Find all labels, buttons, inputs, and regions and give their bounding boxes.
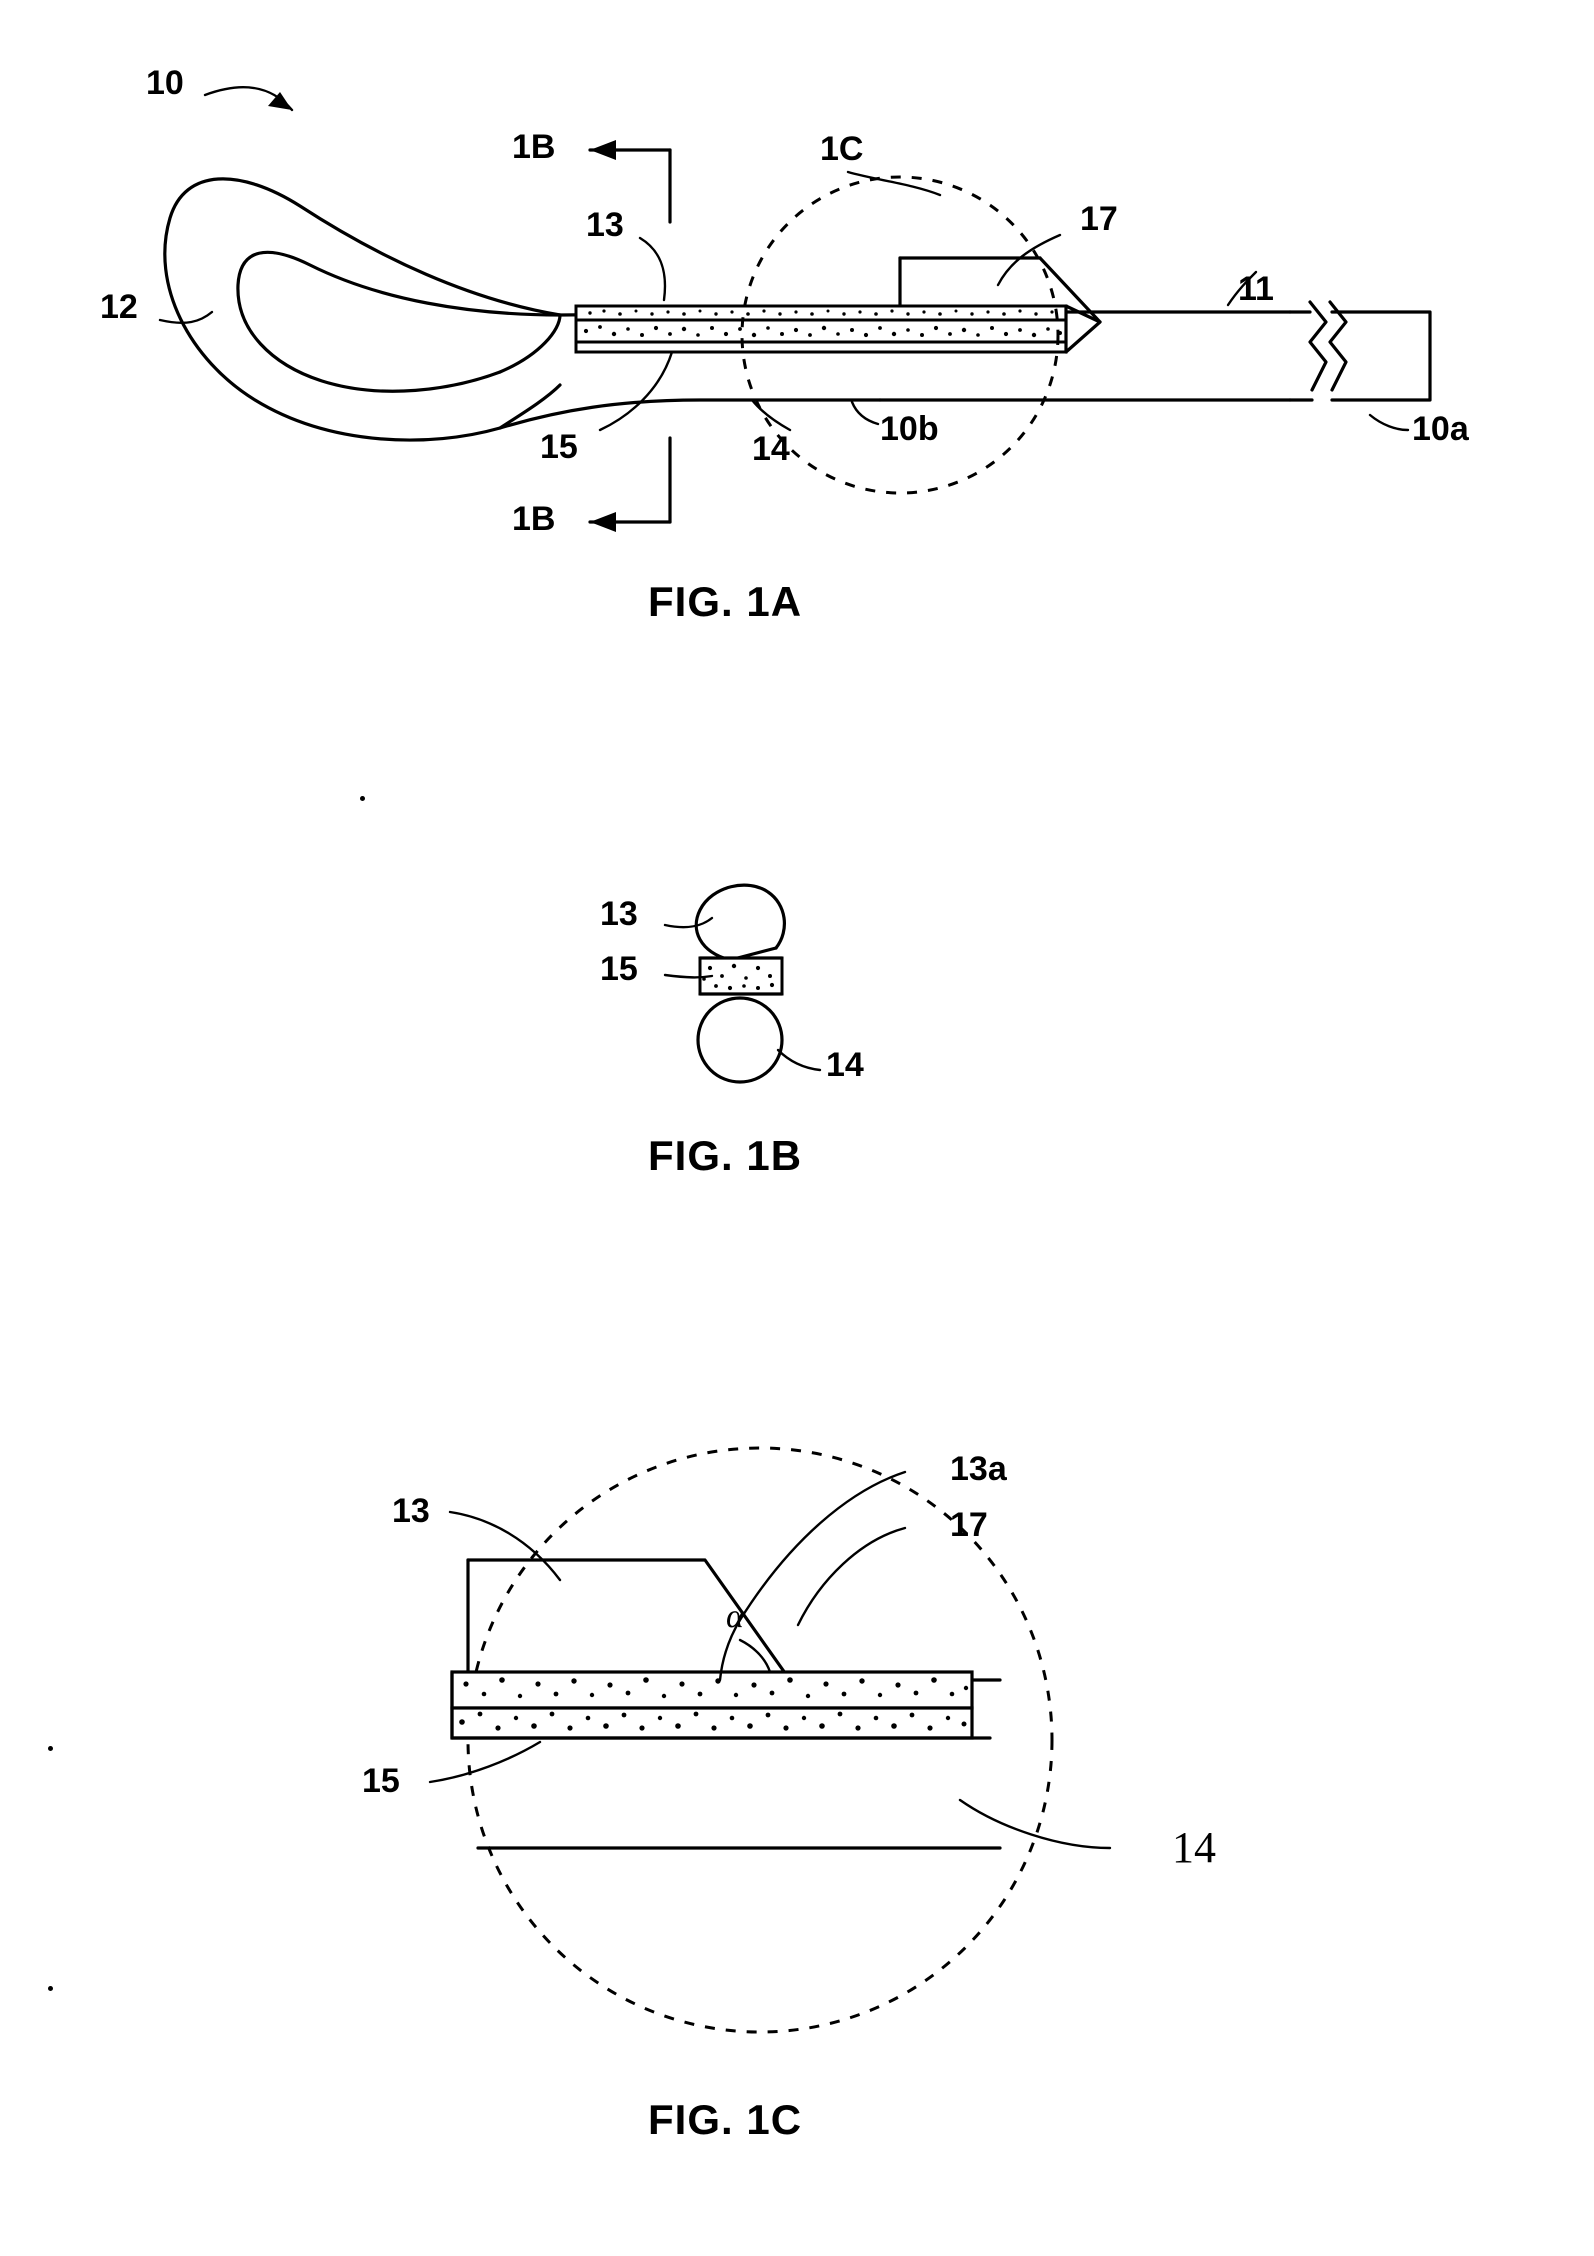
ref-label-1c-13a: 13a (950, 1450, 1007, 1488)
ref-label-14: 14 (752, 430, 790, 468)
ref-label-13: 13 (586, 206, 624, 244)
ref-label-12: 12 (100, 288, 138, 326)
ref-label-1c-15: 15 (362, 1762, 400, 1800)
ref-label-10b: 10b (880, 410, 939, 448)
ref-label-17: 17 (1080, 200, 1118, 238)
page-speck (48, 1746, 53, 1751)
page-speck (48, 1986, 53, 1991)
ref-label-1b-13: 13 (600, 895, 638, 933)
ref-label-1c-17: 17 (950, 1506, 988, 1544)
ref-label-1b-14: 14 (826, 1046, 864, 1084)
section-label-1b-bottom: 1B (512, 500, 556, 538)
caption-fig-1a: FIG. 1A (648, 578, 803, 625)
ref-label-11: 11 (1238, 270, 1274, 308)
ref-label-15: 15 (540, 428, 578, 466)
ref-label-10: 10 (146, 64, 184, 102)
caption-fig-1b: FIG. 1B (648, 1132, 803, 1179)
angle-label-alpha: α (726, 1598, 744, 1635)
ref-label-10a: 10a (1412, 410, 1469, 448)
ref-label-1c-13: 13 (392, 1492, 430, 1530)
section-label-1c: 1C (820, 130, 864, 168)
ref-label-1b-15: 15 (600, 950, 638, 988)
caption-fig-1c: FIG. 1C (648, 2096, 803, 2143)
page-speck (360, 796, 365, 801)
section-label-1b-top: 1B (512, 128, 556, 166)
ref-label-1c-14: 14 (1172, 1823, 1216, 1872)
